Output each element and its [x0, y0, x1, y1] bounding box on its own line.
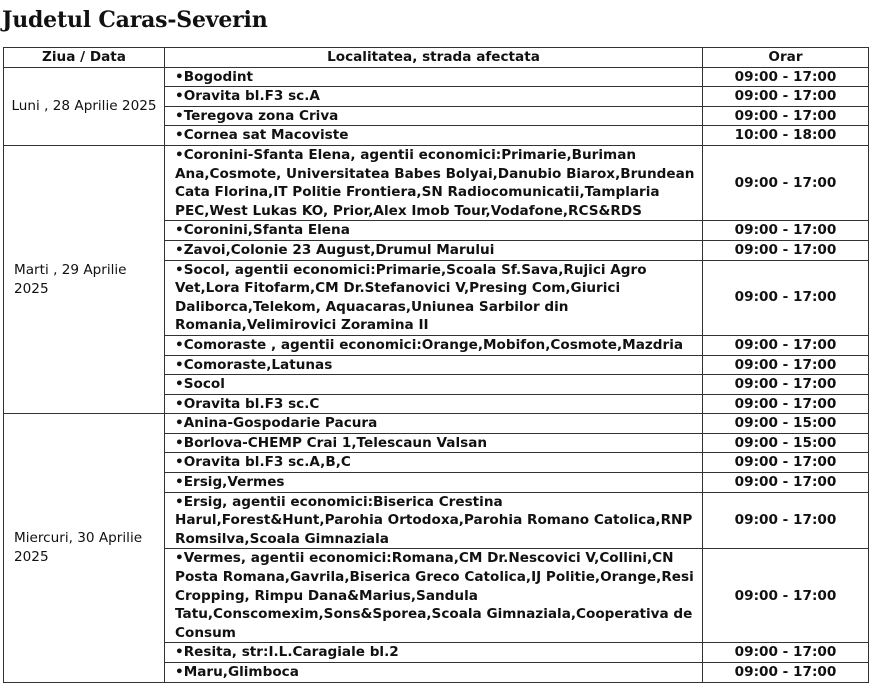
bullet-icon: • [175, 376, 184, 393]
bullet-icon: • [175, 68, 184, 85]
location-text: Zavoi,Colonie 23 August,Drumul Marului [183, 241, 495, 258]
schedule-cell: 09:00 - 17:00 [703, 492, 869, 549]
location-text: Resita, str:I.L.Caragiale bl.2 [183, 644, 399, 661]
location-cell [165, 473, 703, 493]
schedule-cell: 09:00 - 17:00 [703, 355, 869, 375]
location-text: Socol [183, 376, 225, 393]
location-cell [165, 492, 703, 549]
schedule-cell: 09:00 - 17:00 [703, 106, 869, 126]
location-text: Coronini,Sfanta Elena [183, 222, 350, 239]
location-text: Borlova-CHEMP Crai 1,Telescaun Valsan [183, 434, 488, 451]
bullet-icon: • [175, 664, 184, 680]
location-text: Oravita bl.F3 sc.A [183, 88, 320, 105]
schedule-cell: 09:00 - 17:00 [703, 473, 869, 493]
bullet-icon: • [175, 493, 184, 510]
schedule-cell: 09:00 - 17:00 [703, 335, 869, 355]
location-cell [165, 643, 703, 663]
location-cell [165, 433, 703, 453]
location-text: Teregova zona Criva [183, 107, 339, 124]
bullet-icon: • [175, 454, 184, 471]
location-text: Ersig,Vermes [183, 474, 285, 491]
schedule-cell: 09:00 - 17:00 [703, 663, 869, 683]
location-cell [165, 67, 703, 87]
schedule-cell: 09:00 - 15:00 [703, 433, 869, 453]
outage-schedule-table [3, 47, 869, 683]
schedule-cell: 09:00 - 17:00 [703, 643, 869, 663]
schedule-cell: 10:00 - 18:00 [703, 126, 869, 146]
bullet-icon: • [175, 222, 184, 239]
location-cell [165, 394, 703, 414]
bullet-icon: • [175, 474, 184, 491]
location-cell [165, 375, 703, 395]
bullet-icon: • [175, 550, 184, 567]
bullet-icon: • [175, 356, 184, 373]
bullet-icon: • [175, 395, 184, 412]
table-row [4, 67, 869, 87]
schedule-cell: 09:00 - 17:00 [703, 67, 869, 87]
location-text: Socol, agentii economici:Primarie,Scoala Sf.Sava,Rujici Agro Vet,Lora Fitofarm,CM Dr.Stefanovici V,Presing Com,Giurici Daliborca,Telekom, Aquacaras,Uniunea Sarbilor din Romania,Velimirovici Zoramina II [175, 261, 647, 334]
bullet-icon: • [175, 241, 184, 258]
schedule-cell: 09:00 - 17:00 [703, 260, 869, 335]
bullet-icon: • [175, 146, 184, 163]
location-cell [165, 126, 703, 146]
location-cell [165, 414, 703, 434]
schedule-cell: 09:00 - 15:00 [703, 414, 869, 434]
location-text: Bogodint [183, 68, 254, 85]
bullet-icon: • [175, 434, 184, 451]
location-cell [165, 221, 703, 241]
schedule-cell: 09:00 - 17:00 [703, 221, 869, 241]
location-text: Comoraste,Latunas [183, 356, 333, 373]
location-text: Anina-Gospodarie Pacura [183, 415, 378, 432]
table-row [4, 414, 869, 434]
location-text: Maru,Glimboca [183, 664, 299, 680]
schedule-cell: 09:00 - 17:00 [703, 240, 869, 260]
location-text: Vermes, agentii economici:Romana,CM Dr.Nescovici V,Collini,CN Posta Romana,Gavrila,Biserica Greco Catolica,IJ Politie,Orange,Resi Cropping, Rimpu Dana&Marius,Sandula Tatu,Conscomexim,Sons&Sporea,Scoala Gimnaziala,Cooperativa de Consum [175, 550, 694, 641]
schedule-cell: 09:00 - 17:00 [703, 375, 869, 395]
table-body [4, 67, 869, 682]
location-cell [165, 549, 703, 643]
location-text: Oravita bl.F3 sc.A,B,C [183, 454, 351, 471]
day-date-cell: Marti , 29 Aprilie 2025 [4, 145, 165, 413]
location-cell [165, 106, 703, 126]
header-day-date: Ziua / Data [4, 48, 165, 68]
location-text: Ersig, agentii economici:Biserica Crestina Harul,Forest&Hunt,Parohia Ortodoxa,Parohia Romano Catolica,RNP Romsilva,Scoala Gimnaziala [175, 493, 693, 547]
day-date-cell: Miercuri, 30 Aprilie 2025 [4, 414, 165, 682]
location-text: Comoraste , agentii economici:Orange,Mobifon,Cosmote,Mazdria [183, 336, 684, 353]
bullet-icon: • [175, 88, 184, 105]
location-cell [165, 240, 703, 260]
page-title: Judetul Caras-Severin [2, 7, 268, 33]
table-row [4, 145, 869, 220]
header-schedule: Orar [703, 48, 869, 68]
bullet-icon: • [175, 415, 184, 432]
schedule-cell: 09:00 - 17:00 [703, 87, 869, 107]
header-location: Localitatea, strada afectata [165, 48, 703, 68]
location-text: Coronini-Sfanta Elena, agentii economici:Primarie,Buriman Ana,Cosmote, Universitatea Babes Bolyai,Danubio Biarox,Brundean Cata Florina,IT Politie Frontiera,SN Radiocomunicatii,Tamplaria PEC,West Lukas KO, Prior,Alex Imob Tour,Vodafone,RCS&RDS [175, 146, 695, 219]
schedule-cell: 09:00 - 17:00 [703, 549, 869, 643]
location-cell [165, 87, 703, 107]
location-cell [165, 335, 703, 355]
bullet-icon: • [175, 107, 184, 124]
location-cell [165, 260, 703, 335]
schedule-cell: 09:00 - 17:00 [703, 394, 869, 414]
table-header-row [4, 48, 869, 68]
schedule-cell: 09:00 - 17:00 [703, 453, 869, 473]
bullet-icon: • [175, 127, 184, 144]
location-cell [165, 145, 703, 220]
bullet-icon: • [175, 336, 184, 353]
location-text: Oravita bl.F3 sc.C [183, 395, 320, 412]
bullet-icon: • [175, 644, 184, 661]
location-cell [165, 355, 703, 375]
location-cell [165, 453, 703, 473]
day-date-cell: Luni , 28 Aprilie 2025 [4, 67, 165, 145]
location-cell [165, 663, 703, 683]
schedule-cell: 09:00 - 17:00 [703, 145, 869, 220]
location-text: Cornea sat Macoviste [183, 127, 349, 144]
bullet-icon: • [175, 261, 184, 278]
